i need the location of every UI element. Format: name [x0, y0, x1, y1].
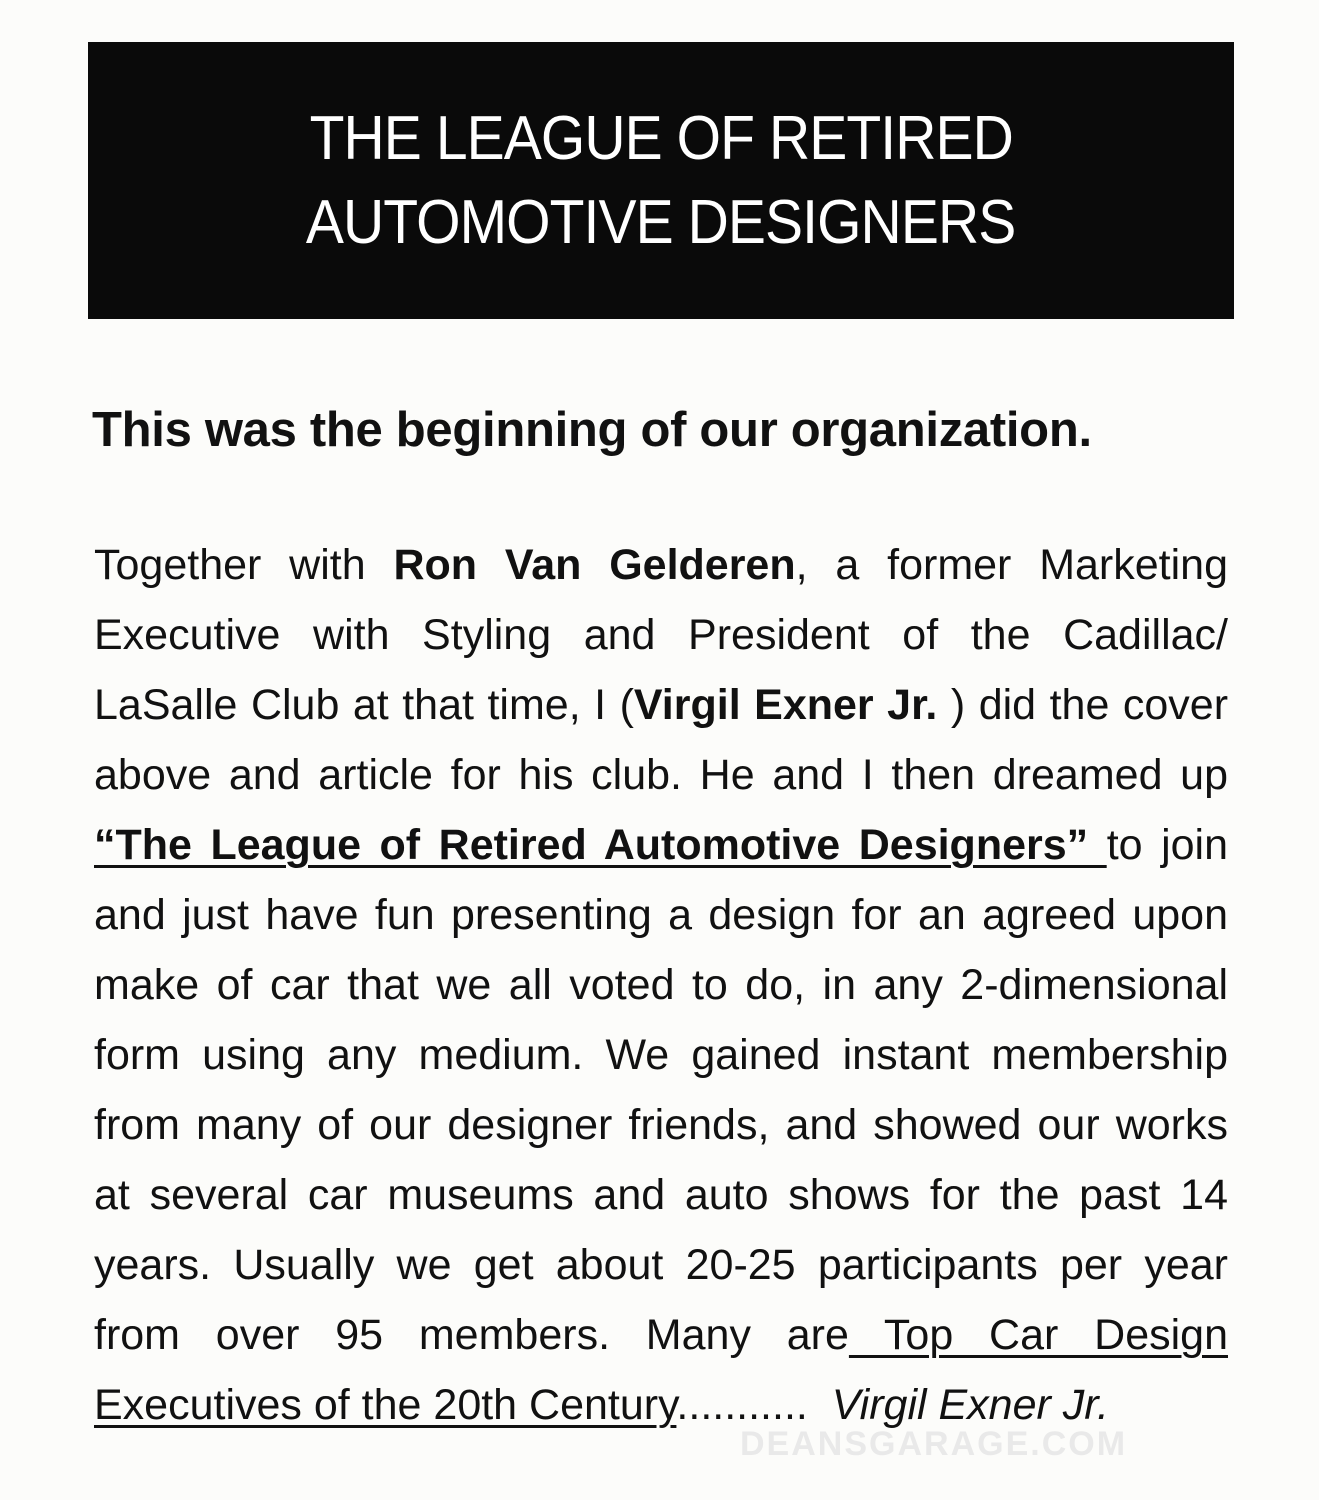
body-line [94, 810, 1228, 880]
underlined-phrase: Executives of the 20th Century [94, 1381, 677, 1429]
text: ) did the cover [937, 681, 1228, 729]
text: Together with [94, 541, 394, 589]
title-banner [88, 42, 1234, 319]
text: , a former Marketing [795, 541, 1228, 589]
underlined-phrase: Top Car Design [848, 1311, 1228, 1359]
section-heading: This was the beginning of our organization. [92, 403, 1092, 457]
body-line: from many of our designer friends, and showed our works [94, 1101, 1228, 1149]
name-ron-van-gelderen: Ron Van Gelderen [393, 541, 796, 589]
signature: Virgil Exner Jr. [831, 1381, 1109, 1429]
text: LaSalle Club at that time, I ( [94, 681, 634, 729]
body-line: above and article for his club. He and I then dreamed up [94, 751, 1228, 799]
name-virgil-exner-jr: Virgil Exner Jr. [633, 681, 938, 729]
body-line: and just have fun presenting a design for an agreed upon [94, 891, 1228, 939]
text: from over 95 members. Many are [94, 1311, 849, 1359]
body-line: Executive with Styling and President of the Cadillac/ [94, 611, 1228, 659]
league-name: “The League of Retired Automotive Designers” [94, 821, 1107, 869]
dot-leader: ........... [676, 1381, 808, 1429]
body-line [94, 670, 1228, 740]
watermark: DEANSGARAGE.COM [740, 1425, 1128, 1463]
body-line: make of car that we all voted to do, in any 2-dimensional [94, 961, 1228, 1009]
body-line: at several car museums and auto shows for the past 14 [94, 1171, 1228, 1219]
banner-title-line-2: AUTOMOTIVE DESIGNERS [306, 187, 1016, 257]
body-line: years. Usually we get about 20-25 participants per year [94, 1241, 1228, 1289]
body-line: form using any medium. We gained instant membership [94, 1031, 1228, 1079]
body-text [94, 530, 1228, 1440]
text: to join [1106, 821, 1228, 869]
banner-title-line-1: THE LEAGUE OF RETIRED [309, 103, 1013, 173]
body-line [94, 1300, 1228, 1370]
body-line [94, 530, 1228, 600]
